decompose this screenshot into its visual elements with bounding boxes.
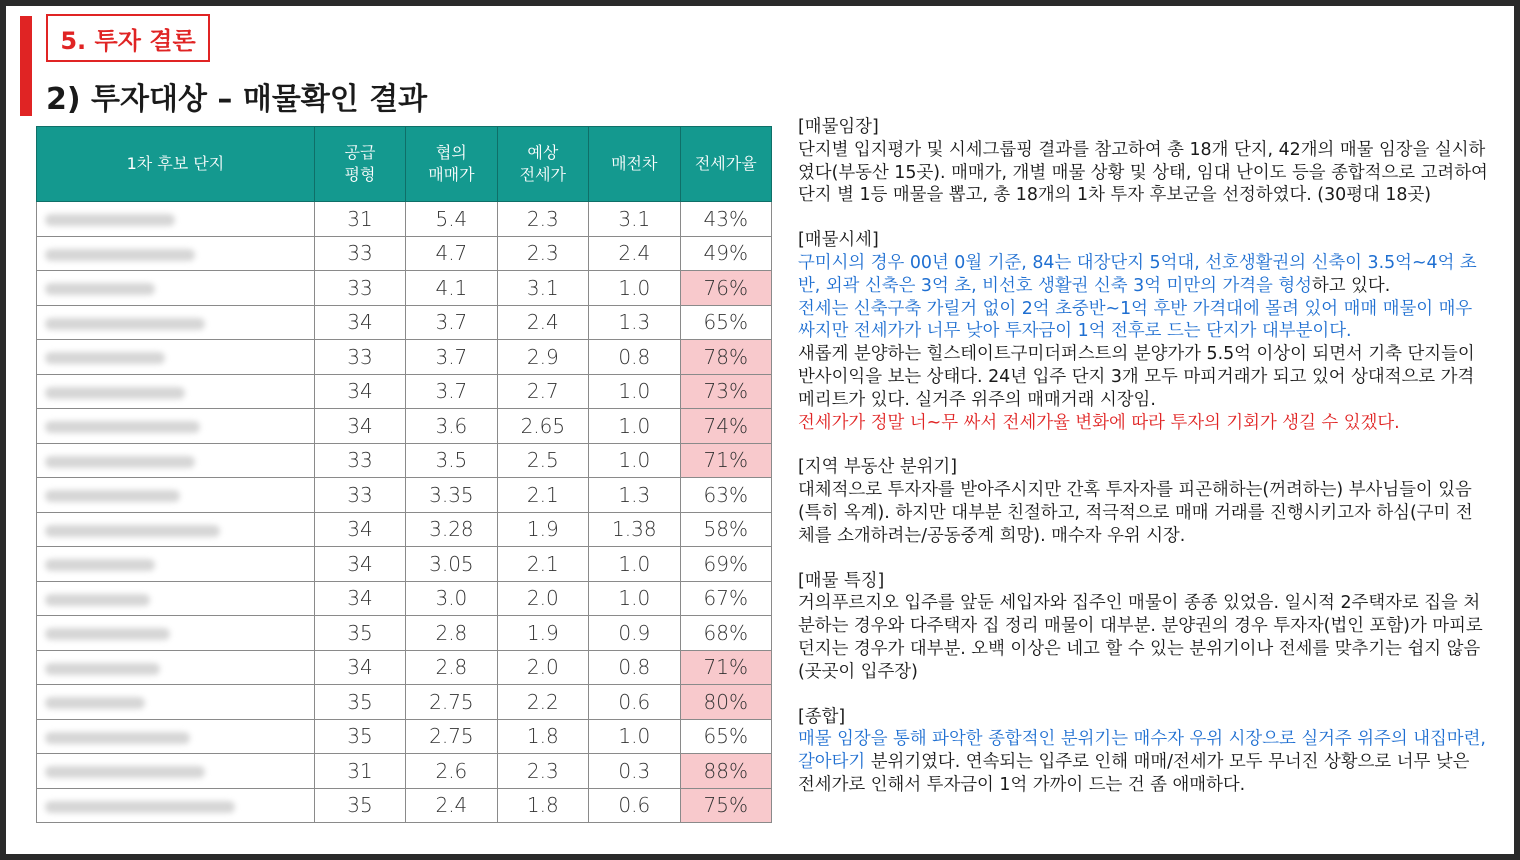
- redacted-complex-name: [37, 685, 315, 720]
- table-row: [37, 236, 772, 271]
- blur-mask: [45, 732, 190, 744]
- size-cell: 31: [314, 754, 405, 789]
- notes-section-price: [798, 229, 1488, 434]
- candidate-table: [36, 126, 772, 823]
- price-cell: 2.6: [406, 754, 497, 789]
- price-cell: 3.7: [406, 340, 497, 375]
- redacted-complex-name: [37, 443, 315, 478]
- blur-mask: [45, 801, 235, 813]
- section-heading: [종합]: [798, 706, 846, 727]
- gap-cell: 2.4: [589, 236, 680, 271]
- jeonse-cell: 2.5: [497, 443, 588, 478]
- price-cell: 2.8: [406, 650, 497, 685]
- section-heading: [매물시세]: [798, 230, 879, 251]
- blur-mask: [45, 663, 160, 675]
- redacted-complex-name: [37, 512, 315, 547]
- jeonse-cell: 2.1: [497, 478, 588, 513]
- blur-mask: [45, 766, 205, 778]
- gap-cell: 1.0: [589, 409, 680, 444]
- table-row: [37, 340, 772, 375]
- blur-mask: [45, 214, 175, 226]
- redacted-complex-name: [37, 581, 315, 616]
- highlight-text: 구미시의 경우 00년 0월 기준, 84는 대장단지 5억대, 선호생활권의 신축이 3.5억~4억 초반, 외곽 신축은 3억 초, 비선호 생활권 신축 3억 미만의 가격을 형성: [798, 252, 1477, 296]
- section-body: [798, 728, 1488, 796]
- table-row: [37, 754, 772, 789]
- blur-mask: [45, 249, 195, 261]
- blur-mask: [45, 525, 220, 537]
- price-cell: 2.75: [406, 685, 497, 720]
- price-cell: 3.28: [406, 512, 497, 547]
- table-row: [37, 202, 772, 237]
- table-row: [37, 305, 772, 340]
- size-cell: 33: [314, 236, 405, 271]
- size-cell: 34: [314, 581, 405, 616]
- ratio-cell: 65%: [680, 719, 771, 754]
- slide: [6, 6, 1514, 854]
- accent-bar: [20, 16, 32, 116]
- blur-mask: [45, 318, 205, 330]
- redacted-complex-name: [37, 271, 315, 306]
- blur-mask: [45, 421, 200, 433]
- column-header: 예상 전세가: [497, 127, 588, 202]
- gap-cell: 1.0: [589, 719, 680, 754]
- jeonse-cell: 2.65: [497, 409, 588, 444]
- ratio-cell: 58%: [680, 512, 771, 547]
- size-cell: 34: [314, 512, 405, 547]
- gap-cell: 0.6: [589, 788, 680, 823]
- section-body: [798, 252, 1488, 298]
- redacted-complex-name: [37, 305, 315, 340]
- emphasis-text: 전세가가 정말 너~무 싸서 전세가율 변화에 따라 투자의 기회가 생길 수 있겠다.: [798, 412, 1400, 433]
- table-row: [37, 443, 772, 478]
- gap-cell: 3.1: [589, 202, 680, 237]
- size-cell: 34: [314, 650, 405, 685]
- price-cell: 3.05: [406, 547, 497, 582]
- blur-mask: [45, 456, 195, 468]
- highlight-text: 매물 임장을 통해 파악한 종합적인 분위기는 매수자 우위 시장으로 실거주 위주의 내집마련, 갈아타기: [798, 729, 1486, 773]
- column-header: 협의 매매가: [406, 127, 497, 202]
- jeonse-cell: 2.3: [497, 754, 588, 789]
- table-body: [37, 202, 772, 823]
- price-cell: 3.0: [406, 581, 497, 616]
- notes-section-summary: [798, 706, 1488, 797]
- jeonse-cell: 1.8: [497, 719, 588, 754]
- redacted-complex-name: [37, 719, 315, 754]
- size-cell: 34: [314, 409, 405, 444]
- price-cell: 5.4: [406, 202, 497, 237]
- size-cell: 34: [314, 547, 405, 582]
- gap-cell: 1.3: [589, 305, 680, 340]
- price-cell: 4.7: [406, 236, 497, 271]
- price-cell: 4.1: [406, 271, 497, 306]
- redacted-complex-name: [37, 478, 315, 513]
- blur-mask: [45, 490, 180, 502]
- notes-panel: [798, 116, 1488, 819]
- section-body: 단지별 입지평가 및 시세그룹핑 결과를 참고하여 총 18개 단지, 42개의 매물 임장을 실시하였다(부동산 15곳). 매매가, 개별 매물 상황 및 상태, 임대 난이도 등을 종합적으로 고려하여 단지 별 1등 매물을 뽑고, 총 18개의 1차 투자 후보군을 선정하였다. (30평대 18곳): [798, 139, 1488, 206]
- redacted-complex-name: [37, 409, 315, 444]
- ratio-cell: 67%: [680, 581, 771, 616]
- table-row: [37, 685, 772, 720]
- blur-mask: [45, 697, 145, 709]
- size-cell: 33: [314, 271, 405, 306]
- jeonse-cell: 2.3: [497, 202, 588, 237]
- ratio-cell: 80%: [680, 685, 771, 720]
- redacted-complex-name: [37, 754, 315, 789]
- column-header: 공급 평형: [314, 127, 405, 202]
- ratio-cell: 74%: [680, 409, 771, 444]
- body-text: 분위기였다. 연속되는 입주로 인해 매매/전세가 모두 무너진 상황으로 너무 낮은 전세가로 인해서 투자금이 1억 가까이 드는 건 좀 애매하다.: [798, 752, 1470, 795]
- table-row: [37, 547, 772, 582]
- blur-mask: [45, 387, 185, 399]
- notes-section-atmosphere: [798, 456, 1488, 547]
- ratio-cell: 65%: [680, 305, 771, 340]
- redacted-complex-name: [37, 340, 315, 375]
- size-cell: 34: [314, 374, 405, 409]
- size-cell: 31: [314, 202, 405, 237]
- notes-section-inspection: [798, 116, 1488, 207]
- jeonse-cell: 3.1: [497, 271, 588, 306]
- size-cell: 35: [314, 788, 405, 823]
- price-cell: 3.35: [406, 478, 497, 513]
- ratio-cell: 68%: [680, 616, 771, 651]
- jeonse-cell: 1.8: [497, 788, 588, 823]
- size-cell: 33: [314, 340, 405, 375]
- ratio-cell: 75%: [680, 788, 771, 823]
- gap-cell: 1.3: [589, 478, 680, 513]
- section-heading: [지역 부동산 분위기]: [798, 457, 958, 478]
- ratio-cell: 71%: [680, 443, 771, 478]
- gap-cell: 0.3: [589, 754, 680, 789]
- redacted-complex-name: [37, 788, 315, 823]
- jeonse-cell: 2.0: [497, 650, 588, 685]
- jeonse-cell: 2.3: [497, 236, 588, 271]
- ratio-cell: 78%: [680, 340, 771, 375]
- jeonse-cell: 2.9: [497, 340, 588, 375]
- table-row: [37, 478, 772, 513]
- gap-cell: 0.6: [589, 685, 680, 720]
- section-heading: [매물임장]: [798, 117, 879, 137]
- gap-cell: 1.38: [589, 512, 680, 547]
- blur-mask: [45, 559, 155, 571]
- price-cell: 3.7: [406, 374, 497, 409]
- blur-mask: [45, 352, 165, 364]
- jeonse-cell: 2.1: [497, 547, 588, 582]
- ratio-cell: 49%: [680, 236, 771, 271]
- size-cell: 33: [314, 478, 405, 513]
- body-text: 새롭게 분양하는 힐스테이트구미더퍼스트의 분양가가 5.5억 이상이 되면서 기축 단지들이 반사이익을 보는 상태다. 24년 입주 단지 3개 모두 마피거래가 되고 있어 상대적으로 가격 메리트가 있다. 실거주 위주의 매매거래 시장임.: [798, 344, 1475, 410]
- notes-section-features: [798, 570, 1488, 684]
- section-label: 5. 투자 결론: [46, 14, 210, 62]
- section-body: 대체적으로 투자자를 받아주시지만 간혹 투자자를 피곤해하는(꺼려하는) 부사님들이 있음(특히 옥계). 하지만 대부분 친절하고, 적극적으로 매매 거래를 진행시키고자 하심(구미 전체를 소개하려는/공동중계 희망). 매수자 우위 시장.: [798, 480, 1473, 546]
- redacted-complex-name: [37, 236, 315, 271]
- table-row: [37, 719, 772, 754]
- page-title: 2) 투자대상 – 매물확인 결과: [46, 82, 428, 117]
- redacted-complex-name: [37, 374, 315, 409]
- size-cell: 35: [314, 616, 405, 651]
- ratio-cell: 43%: [680, 202, 771, 237]
- blur-mask: [45, 628, 170, 640]
- jeonse-cell: 2.0: [497, 581, 588, 616]
- table-header-row: [37, 127, 772, 202]
- gap-cell: 1.0: [589, 581, 680, 616]
- blur-mask: [45, 283, 155, 295]
- price-cell: 2.8: [406, 616, 497, 651]
- gap-cell: 1.0: [589, 547, 680, 582]
- jeonse-cell: 2.2: [497, 685, 588, 720]
- redacted-complex-name: [37, 547, 315, 582]
- size-cell: 35: [314, 719, 405, 754]
- highlight-text: 전세는 신축구축 가릴거 없이 2억 초중반~1억 후반 가격대에 몰려 있어 매매 매물이 매우 싸지만 전세가가 너무 낮아 투자금이 1억 전후로 드는 단지가 대부분이다.: [798, 298, 1473, 342]
- column-header: 1차 후보 단지: [37, 127, 315, 202]
- redacted-complex-name: [37, 616, 315, 651]
- table-row: [37, 616, 772, 651]
- column-header: 매전차: [589, 127, 680, 202]
- jeonse-cell: 2.4: [497, 305, 588, 340]
- table-row: [37, 409, 772, 444]
- gap-cell: 1.0: [589, 374, 680, 409]
- table-row: [37, 271, 772, 306]
- ratio-cell: 71%: [680, 650, 771, 685]
- table-row: [37, 650, 772, 685]
- section-heading: [매물 특징]: [798, 570, 885, 591]
- jeonse-cell: 2.7: [497, 374, 588, 409]
- jeonse-cell: 1.9: [497, 616, 588, 651]
- ratio-cell: 76%: [680, 271, 771, 306]
- price-cell: 3.7: [406, 305, 497, 340]
- table-row: [37, 374, 772, 409]
- gap-cell: 0.8: [589, 340, 680, 375]
- price-cell: 3.6: [406, 409, 497, 444]
- price-cell: 2.4: [406, 788, 497, 823]
- body-text: 하고 있다.: [1311, 275, 1391, 296]
- table-row: [37, 512, 772, 547]
- redacted-complex-name: [37, 202, 315, 237]
- gap-cell: 1.0: [589, 443, 680, 478]
- size-cell: 35: [314, 685, 405, 720]
- gap-cell: 0.8: [589, 650, 680, 685]
- gap-cell: 1.0: [589, 271, 680, 306]
- ratio-cell: 69%: [680, 547, 771, 582]
- price-cell: 3.5: [406, 443, 497, 478]
- gap-cell: 0.9: [589, 616, 680, 651]
- jeonse-cell: 1.9: [497, 512, 588, 547]
- table-row: [37, 581, 772, 616]
- ratio-cell: 63%: [680, 478, 771, 513]
- size-cell: 33: [314, 443, 405, 478]
- redacted-complex-name: [37, 650, 315, 685]
- size-cell: 34: [314, 305, 405, 340]
- blur-mask: [45, 594, 150, 606]
- column-header: 전세가율: [680, 127, 771, 202]
- ratio-cell: 88%: [680, 754, 771, 789]
- table-row: [37, 788, 772, 823]
- price-cell: 2.75: [406, 719, 497, 754]
- ratio-cell: 73%: [680, 374, 771, 409]
- section-body: 거의푸르지오 입주를 앞둔 세입자와 집주인 매물이 종종 있었음. 일시적 2주택자로 집을 처분하는 경우와 다주택자 집 정리 매물이 대부분. 분양권의 경우 투자자(법인 포함)가 마피로 던지는 경우가 대부분. 오백 이상은 네고 할 수 있는 분위기이나 전세를 맞추기는 쉽지 않음(곳곳이 입주장): [798, 593, 1483, 682]
